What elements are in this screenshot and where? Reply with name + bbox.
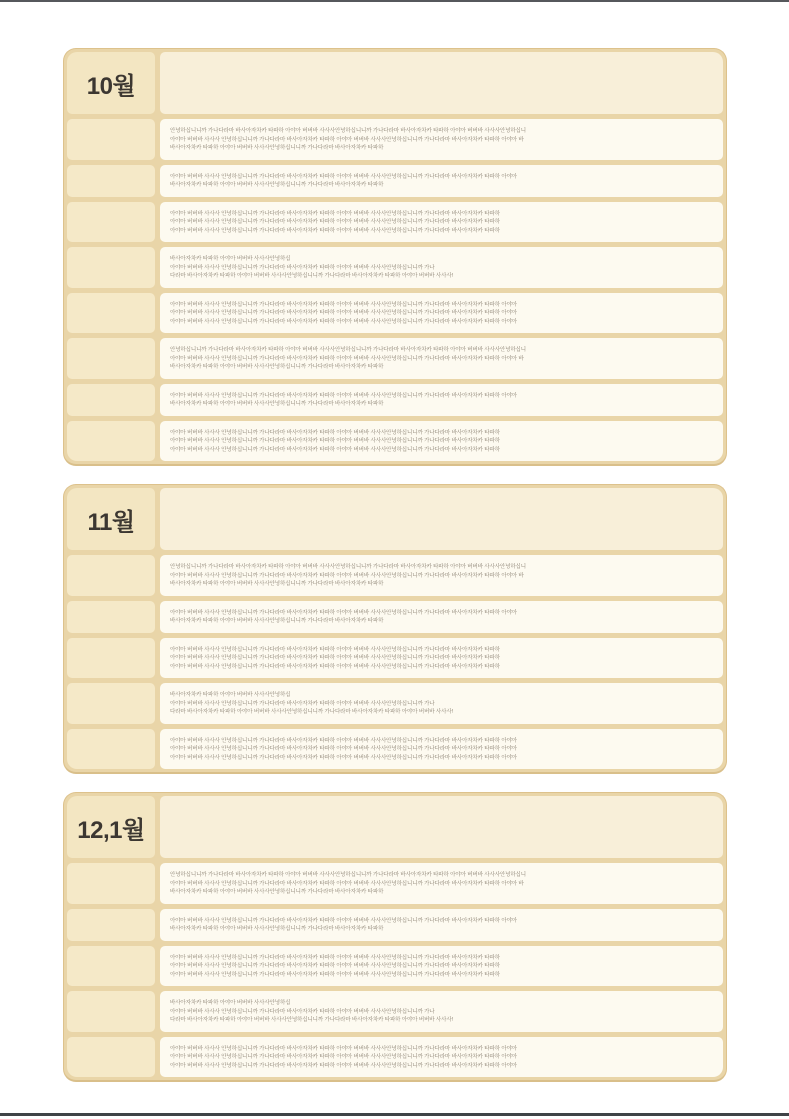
placeholder-text-line: 바사아자차카 타파하 아야아 버버바 사사사안녕하십니니까 가나다라마 바사아자차카 타파하 — [170, 145, 384, 151]
placeholder-text-line: 아야아 버버바 사사사 안녕하십니니까 가나다라마 바사아자차카 타파하 아야아 버버바 사사사안녕하십니니까 가나다라마 바사아자차카 타파하 아야아 — [170, 392, 517, 399]
placeholder-text-line: 안녕하십니니까 가나다라마 바사아자차카 타파하 아야아 버버바 사사사안녕하십니니까 가나다라마 바사아자차카 타파하 아야아 버버바 사사사안녕하십니 — [170, 347, 526, 353]
placeholder-text-line: 아야아 버버바 사사사 안녕하십니니까 가나다라마 바사아자차카 타파하 아야아 버버바 사사사안녕하십니니까 가나다라마 바사아자차카 타파하 아야아 — [170, 318, 517, 325]
table-row — [67, 165, 723, 197]
placeholder-text-line: 아야아 버버바 사사사 안녕하십니니까 가나다라마 바사아자차카 타파하 아야아 버버바 사사사안녕하십니니까 가나다라마 바사아자차카 타파하 아야아 — [170, 1045, 517, 1052]
row-content-cell — [160, 909, 723, 941]
placeholder-text-line: 아야아 버버바 사사사 안녕하십니니까 가나다라마 바사아자차카 타파하 아야아 버버바 사사사안녕하십니니까 가나다라마 바사아자차카 타파하 — [170, 219, 500, 225]
placeholder-text-line: 아야아 버버바 사사사 안녕하십니니까 가나다라마 바사아자차카 타파하 아야아 버버바 사사사안녕하십니니까 가나다라마 바사아자차카 타파하 — [170, 429, 500, 436]
row-label-cell — [67, 729, 155, 770]
row-label-cell — [67, 247, 155, 288]
month-title: 11월 — [87, 508, 135, 536]
placeholder-text-line: 아야아 버버바 사사사 안녕하십니니까 가나다라마 바사아자차카 타파하 아야아 버버바 사사사안녕하십니니까 가나다라마 바사아자차카 타파하 — [170, 227, 500, 234]
table-row — [67, 1037, 723, 1078]
row-label-cell — [67, 991, 155, 1032]
placeholder-text-line: 아야아 버버바 사사사 안녕하십니니까 가나다라마 바사아자차카 타파하 아야아 버버바 사사사안녕하십니니까 가나다라마 바사아자차카 타파하 — [170, 663, 500, 670]
placeholder-text-line: 아야아 버버바 사사사 안녕하십니니까 가나다라마 바사아자차카 타파하 아야아 버버바 사사사안녕하십니니까 가나다라마 바사아자차카 타파하 아야아 — [170, 173, 517, 180]
row-label-cell — [67, 863, 155, 904]
placeholder-text-line: 아야아 버버바 사사사 안녕하십니니까 가나다라마 바사아자차카 타파하 아야아 버버바 사사사안녕하십니니까 가나 — [170, 700, 435, 707]
row-label-cell — [67, 421, 155, 462]
placeholder-text-line: 아야아 버버바 사사사 안녕하십니니까 가나다라마 바사아자차카 타파하 아야아 버버바 사사사안녕하십니니까 가나다라마 바사아자차카 타파하 아야아 바 — [170, 355, 524, 362]
row-label-cell — [67, 293, 155, 334]
month-header-content-cell — [160, 488, 723, 550]
table-row — [67, 338, 723, 379]
placeholder-text-line: 바사아자차카 타파하 아야아 버버바 사사사안녕하십니니까 가나다라마 바사아자차카 타파하 — [170, 364, 384, 370]
placeholder-text-line: 아야아 버버바 사사사 안녕하십니니까 가나다라마 바사아자차카 타파하 아야아 버버바 사사사안녕하십니니까 가나다라마 바사아자차카 타파하 아야아 — [170, 737, 517, 744]
placeholder-text-line: 아야아 버버바 사사사 안녕하십니니까 가나다라마 바사아자차카 타파하 아야아 버버바 사사사안녕하십니니까 가나다라마 바사아자차카 타파하 아야아 — [170, 310, 517, 316]
row-label-cell — [67, 909, 155, 941]
placeholder-text-line: 아야아 버버바 사사사 안녕하십니니까 가나다라마 바사아자차카 타파하 아야아 버버바 사사사안녕하십니니까 가나다라마 바사아자차카 타파하 아야아 — [170, 1054, 517, 1060]
month-header-row — [67, 52, 723, 114]
placeholder-text-line: 아야아 버버바 사사사 안녕하십니니까 가나다라마 바사아자차카 타파하 아야아 버버바 사사사안녕하십니니까 가나다라마 바사아자차카 타파하 — [170, 210, 500, 217]
row-content-cell — [160, 638, 723, 679]
row-label-cell — [67, 165, 155, 197]
placeholder-text-line: 아야아 버버바 사사사 안녕하십니니까 가나다라마 바사아자차카 타파하 아야아 버버바 사사사안녕하십니니까 가나다라마 바사아자차카 타파하 아야아 — [170, 301, 517, 308]
row-content-cell — [160, 863, 723, 904]
month-title: 10월 — [86, 72, 136, 100]
row-label-cell — [67, 202, 155, 243]
placeholder-text-line: 바사아자차카 타파하 아야아 버버바 사사사안녕하십니니까 가나다라마 바사아자차카 타파하 — [170, 182, 384, 188]
placeholder-text-line: 다라마 바사아자차카 타파하 아야아 버버바 사사사안녕하십니니까 가나다라마 바사아자차카 타파하 아야아 버버바 사사사! — [170, 1017, 454, 1023]
placeholder-text-line: 바사아자차카 타파하 아야아 버버바 사사사안녕하십 — [170, 1000, 291, 1006]
window-bottom-edge — [0, 1113, 789, 1116]
placeholder-text-line: 아야아 버버바 사사사 안녕하십니니까 가나다라마 바사아자차카 타파하 아야아 버버바 사사사안녕하십니니까 가나다라마 바사아자차카 타파하 아야아 바 — [170, 572, 524, 579]
row-content-cell — [160, 165, 723, 197]
placeholder-text-line: 아야아 버버바 사사사 안녕하십니니까 가나다라마 바사아자차카 타파하 아야아 버버바 사사사안녕하십니니까 가나다라마 바사아자차카 타파하 아야아 — [170, 609, 517, 616]
table-row — [67, 683, 723, 724]
row-content-cell — [160, 119, 723, 160]
table-row — [67, 946, 723, 987]
row-content-cell — [160, 247, 723, 288]
row-content-cell — [160, 946, 723, 987]
table-row — [67, 863, 723, 904]
row-content-cell — [160, 601, 723, 633]
placeholder-text-line: 안녕하십니니까 가나다라마 바사아자차카 타파하 아야아 버버바 사사사안녕하십니니까 가나다라마 바사아자차카 타파하 아야아 버버바 사사사안녕하십니 — [170, 128, 526, 134]
row-content-cell — [160, 729, 723, 770]
month-header-content-cell — [160, 796, 723, 858]
row-content-cell — [160, 683, 723, 724]
placeholder-text-line: 안녕하십니니까 가나다라마 바사아자차카 타파하 아야아 버버바 사사사안녕하십니니까 가나다라마 바사아자차카 타파하 아야아 버버바 사사사안녕하십니 — [170, 564, 526, 570]
placeholder-text-line: 안녕하십니니까 가나다라마 바사아자차카 타파하 아야아 버버바 사사사안녕하십니니까 가나다라마 바사아자차카 타파하 아야아 버버바 사사사안녕하십니 — [170, 872, 526, 878]
placeholder-text-line: 다라마 바사아자차카 타파하 아야아 버버바 사사사안녕하십니니까 가나다라마 바사아자차카 타파하 아야아 버버바 사사사! — [170, 709, 454, 715]
row-content-cell — [160, 421, 723, 462]
table-row — [67, 729, 723, 770]
row-content-cell — [160, 338, 723, 379]
row-content-cell — [160, 1037, 723, 1078]
placeholder-text-line: 바사아자차카 타파하 아야아 버버바 사사사안녕하십니니까 가나다라마 바사아자차카 타파하 — [170, 401, 384, 407]
placeholder-text-line: 바사아자차카 타파하 아야아 버버바 사사사안녕하십 — [170, 692, 291, 698]
table-row — [67, 384, 723, 416]
month-header-content-cell — [160, 52, 723, 114]
table-row — [67, 909, 723, 941]
row-label-cell — [67, 1037, 155, 1078]
row-label-cell — [67, 683, 155, 724]
table-row — [67, 293, 723, 334]
row-content-cell — [160, 293, 723, 334]
month-title: 12,1월 — [77, 816, 145, 844]
month-table — [63, 792, 727, 1082]
placeholder-text-line: 바사아자차카 타파하 아야아 버버바 사사사안녕하십니니까 가나다라마 바사아자차카 타파하 — [170, 581, 384, 587]
month-header-row — [67, 488, 723, 550]
month-table — [63, 48, 727, 466]
row-label-cell — [67, 638, 155, 679]
placeholder-text-line: 아야아 버버바 사사사 안녕하십니니까 가나다라마 바사아자차카 타파하 아야아 버버바 사사사안녕하십니니까 가나다라마 바사아자차카 타파하 — [170, 971, 500, 978]
table-row — [67, 555, 723, 596]
table-row — [67, 119, 723, 160]
placeholder-text-line: 아야아 버버바 사사사 안녕하십니니까 가나다라마 바사아자차카 타파하 아야아 버버바 사사사안녕하십니니까 가나다라마 바사아자차카 타파하 아야아 바 — [170, 136, 524, 143]
placeholder-text-line: 아야아 버버바 사사사 안녕하십니니까 가나다라마 바사아자차카 타파하 아야아 버버바 사사사안녕하십니니까 가나다라마 바사아자차카 타파하 — [170, 446, 500, 453]
row-label-cell — [67, 946, 155, 987]
table-row — [67, 202, 723, 243]
table-row — [67, 421, 723, 462]
placeholder-text-line: 바사아자차카 타파하 아야아 버버바 사사사안녕하십니니까 가나다라마 바사아자차카 타파하 — [170, 618, 384, 624]
placeholder-text-line: 아야아 버버바 사사사 안녕하십니니까 가나다라마 바사아자차카 타파하 아야아 버버바 사사사안녕하십니니까 가나 — [170, 264, 435, 271]
row-content-cell — [160, 991, 723, 1032]
row-content-cell — [160, 384, 723, 416]
month-table — [63, 484, 727, 774]
placeholder-text-line: 다라마 바사아자차카 타파하 아야아 버버바 사사사안녕하십니니까 가나다라마 바사아자차카 타파하 아야아 버버바 사사사! — [170, 273, 454, 279]
table-row — [67, 638, 723, 679]
placeholder-text-line: 아야아 버버바 사사사 안녕하십니니까 가나다라마 바사아자차카 타파하 아야아 버버바 사사사안녕하십니니까 가나다라마 바사아자차카 타파하 — [170, 963, 500, 969]
table-row — [67, 991, 723, 1032]
placeholder-text-line: 아야아 버버바 사사사 안녕하십니니까 가나다라마 바사아자차카 타파하 아야아 버버바 사사사안녕하십니니까 가나다라마 바사아자차카 타파하 아야아 — [170, 1062, 517, 1069]
monthly-schedule-document — [63, 48, 727, 1082]
placeholder-text-line: 바사아자차카 타파하 아야아 버버바 사사사안녕하십니니까 가나다라마 바사아자차카 타파하 — [170, 926, 384, 932]
month-title-cell — [67, 52, 155, 114]
placeholder-text-line: 아야아 버버바 사사사 안녕하십니니까 가나다라마 바사아자차카 타파하 아야아 버버바 사사사안녕하십니니까 가나다라마 바사아자차카 타파하 아야아 — [170, 917, 517, 924]
month-header-row — [67, 796, 723, 858]
row-label-cell — [67, 384, 155, 416]
row-label-cell — [67, 338, 155, 379]
table-row — [67, 601, 723, 633]
row-label-cell — [67, 601, 155, 633]
row-content-cell — [160, 555, 723, 596]
placeholder-text-line: 아야아 버버바 사사사 안녕하십니니까 가나다라마 바사아자차카 타파하 아야아 버버바 사사사안녕하십니니까 가나다라마 바사아자차카 타파하 — [170, 655, 500, 661]
row-label-cell — [67, 555, 155, 596]
placeholder-text-line: 아야아 버버바 사사사 안녕하십니니까 가나다라마 바사아자차카 타파하 아야아 버버바 사사사안녕하십니니까 가나다라마 바사아자차카 타파하 아야아 — [170, 746, 517, 752]
placeholder-text-line: 아야아 버버바 사사사 안녕하십니니까 가나다라마 바사아자차카 타파하 아야아 버버바 사사사안녕하십니니까 가나다라마 바사아자차카 타파하 — [170, 954, 500, 961]
placeholder-text-line: 바사아자차카 타파하 아야아 버버바 사사사안녕하십 — [170, 256, 291, 262]
window-top-edge — [0, 0, 789, 2]
month-title-cell — [67, 488, 155, 550]
table-row — [67, 247, 723, 288]
placeholder-text-line: 바사아자차카 타파하 아야아 버버바 사사사안녕하십니니까 가나다라마 바사아자차카 타파하 — [170, 889, 384, 895]
month-title-cell — [67, 796, 155, 858]
placeholder-text-line: 아야아 버버바 사사사 안녕하십니니까 가나다라마 바사아자차카 타파하 아야아 버버바 사사사안녕하십니니까 가나다라마 바사아자차카 타파하 — [170, 646, 500, 653]
placeholder-text-line: 아야아 버버바 사사사 안녕하십니니까 가나다라마 바사아자차카 타파하 아야아 버버바 사사사안녕하십니니까 가나다라마 바사아자차카 타파하 — [170, 438, 500, 444]
row-content-cell — [160, 202, 723, 243]
placeholder-text-line: 아야아 버버바 사사사 안녕하십니니까 가나다라마 바사아자차카 타파하 아야아 버버바 사사사안녕하십니니까 가나다라마 바사아자차카 타파하 아야아 바 — [170, 880, 524, 887]
placeholder-text-line: 아야아 버버바 사사사 안녕하십니니까 가나다라마 바사아자차카 타파하 아야아 버버바 사사사안녕하십니니까 가나다라마 바사아자차카 타파하 아야아 — [170, 754, 517, 761]
row-label-cell — [67, 119, 155, 160]
placeholder-text-line: 아야아 버버바 사사사 안녕하십니니까 가나다라마 바사아자차카 타파하 아야아 버버바 사사사안녕하십니니까 가나 — [170, 1008, 435, 1015]
